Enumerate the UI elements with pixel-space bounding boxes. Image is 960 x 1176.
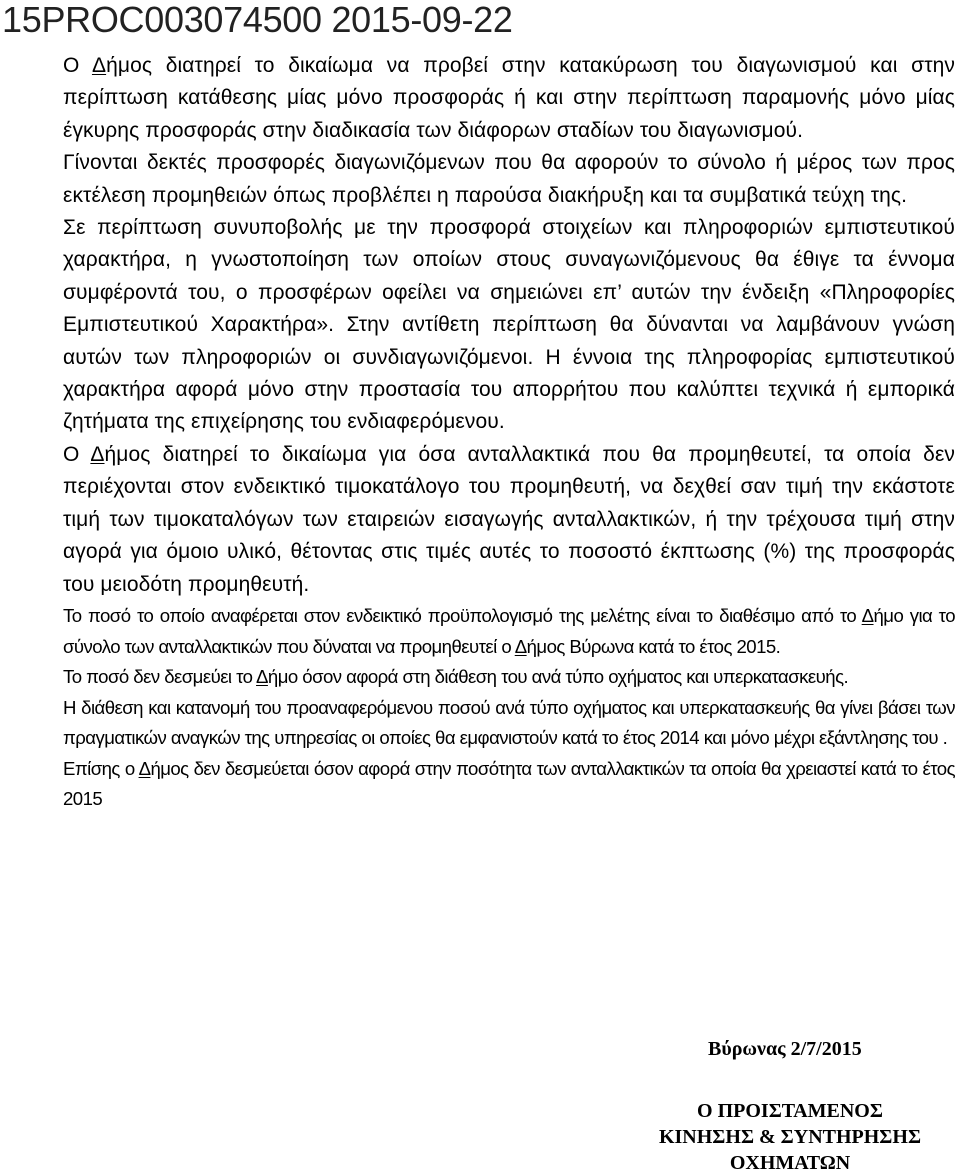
signature-title-line: ΟΧΗΜΑΤΩΝ <box>729 1152 851 1174</box>
paragraph-spare-parts-pricing <box>63 439 955 601</box>
text-run: Ο <box>63 442 91 466</box>
underlined-letter: Δ <box>90 442 105 466</box>
paragraph-no-commitment <box>63 662 955 693</box>
text-run: ήμος διατηρεί το δικαίωμα να προβεί στην κατακύρωση του διαγωνισμού και στην περίπτωση κατάθεσης μίας μόνο προσφοράς ή και στην περίπτωση παραμονής μόνο μίας έγκυρης προσφοράς στην διαδικασία των διάφορων σταδίων του διαγωνισμού. <box>63 54 955 142</box>
paragraph-quantity <box>63 754 955 815</box>
signature-title-line: ΚΙΝΗΣΗΣ & ΣΥΝΤΗΡΗΣΗΣ <box>658 1126 922 1148</box>
underlined-letter: Δ <box>138 757 151 779</box>
document-body <box>63 50 955 815</box>
text-run: ήμος δεν δεσμεύεται όσον αφορά στην ποσότητα των ανταλλακτικών τα οποία θα χρειαστεί κατά το έτος 2015 <box>63 757 955 810</box>
text-run: Το ποσό δεν δεσμεύει το <box>63 666 257 688</box>
underlined-letter: Δ <box>514 635 527 657</box>
text-run: Επίσης ο <box>63 757 139 779</box>
paragraph-award-rights <box>63 50 955 147</box>
text-run: Το ποσό το οποίο αναφέρεται στον ενδεικτικό προϋπολογισμό της μελέτης είναι το διαθέσιμο από το <box>63 604 862 626</box>
underlined-letter: Δ <box>861 604 874 626</box>
document-id-header: 15PROC003074500 2015-09-22 <box>2 0 513 40</box>
signature-place-date: Βύρωνας 2/7/2015 <box>708 1038 862 1060</box>
signature-title-line: Ο ΠΡΟΙΣΤΑΜΕΝΟΣ <box>697 1100 883 1122</box>
paragraph-confidential-info: Σε περίπτωση συνυποβολής με την προσφορά στοιχείων και πληροφοριών εμπιστευτικού χαρακτήρα, η γνωστοποίηση των οποίων στους συναγωνιζόμενους θα έθιγε τα έννομα συμφέροντά του, ο προσφέρων οφείλει να σημειώνει επ’ αυτών την ένδειξη «Πληροφορίες Εμπιστευτικού Χαρακτήρα». Στην αντίθετη περίπτωση θα δύνανται να λαμβάνουν γνώση αυτών των πληροφοριών οι συνδιαγωνιζόμενοι. Η έννοια της πληροφορίας εμπιστευτικού χαρακτήρα αφορά μόνο στην προστασία του απορρήτου που καλύπτει τεχνικά ή εμπορικά ζητήματα της επιχείρησης του ενδιαφερόμενου. <box>63 216 955 434</box>
underlined-letter: Δ <box>256 666 268 688</box>
underlined-letter: Δ <box>91 54 107 77</box>
text-run: ήμο όσον αφορά στη διάθεση του ανά τύπο οχήματος και υπερκατασκευής. <box>267 666 849 688</box>
text-run: Ο <box>63 54 92 77</box>
paragraph-budget-amount <box>63 601 955 662</box>
text-run: ήμος Βύρωνα κατά το έτος 2015. <box>526 635 781 657</box>
text-run: ήμος διατηρεί το δικαίωμα για όσα ανταλλακτικά που θα προμηθευτεί, τα οποία δεν περιέχονται στον ενδεικτικό τιμοκατάλογο του προμηθευτή, να δεχθεί σαν τιμή την εκάστοτε τιμή των τιμοκαταλόγων των εταιρειών εισαγωγής ανταλλακτικών, ή την τρέχουσα τιμή στην αγορά για όμοιο υλικό, θέτοντας στις τιμές αυτές το ποσοστό έκπτωσης (%) της προσφοράς του μειοδότη προμηθευτή. <box>63 442 956 596</box>
text-run: ήμο για το σύνολο των ανταλλακτικών που δύναται να προμηθευτεί ο <box>63 604 956 657</box>
paragraph-allocation: Η διάθεση και κατανομή του προαναφερόμενου ποσού ανά τύπο οχήματος και υπερκατασκευής θα γίνει βάσει των πραγματικών αναγκών της υπηρεσίας οι οποίες θα εμφανιστούν κατά το έτος 2014 και μόνο μέχρι εξάντλησης του . <box>63 696 955 749</box>
paragraph-partial-offers: Γίνονται δεκτές προσφορές διαγωνιζόμενων που θα αφορούν το σύνολο ή μέρος των προς εκτέλεση προμηθειών όπως προβλέπει η παρούσα διακήρυξη και τα συμβατικά τεύχη της. <box>63 151 955 207</box>
signature-title-block <box>620 1098 960 1176</box>
